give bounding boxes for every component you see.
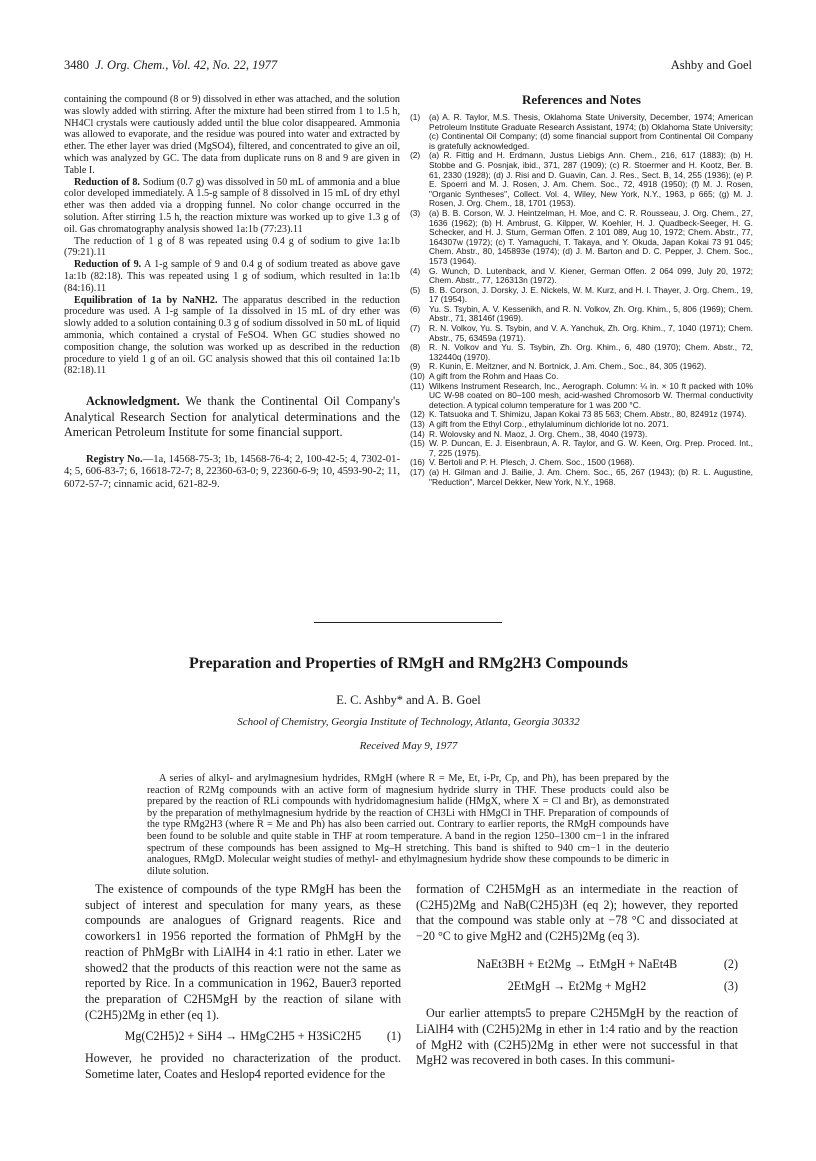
reference-item (410, 468, 753, 487)
acknowledgment (64, 394, 400, 441)
reference-text: (a) H. Gilman and J. Bailie, J. Am. Chem. Soc., 65, 267 (1943); (b) R. L. Augustine, "Reduction", Marcel Dekker, New York, N.Y., 1968. (429, 466, 753, 487)
paragraph (64, 177, 400, 236)
reference-text: K. Tatsuoka and T. Shimizu, Japan Kokai 73 85 563; Chem. Abstr., 80, 82491z (1974). (429, 409, 747, 420)
affiliation: School of Chemistry, Georgia Institute of Technology, Atlanta, Georgia 30332 (237, 716, 580, 728)
reference-number: (2) (410, 150, 421, 161)
run-in-heading: Reduction of 8. (74, 176, 140, 188)
reference-text: (a) A. R. Taylor, M.S. Thesis, Oklahoma State University, December, 1974; American Petroleum Institute Graduate Research Assistant, 1974; (b) Oklahoma State University; (c) Continental Oil Company; (d) some financial support from Continental Oil Company is gratefully acknowledged. (429, 112, 753, 151)
article-title: Preparation and Properties of RMgH and RMg2H3 Compounds (189, 655, 628, 672)
equation-number: (1) (386, 1029, 401, 1044)
equation-1 (85, 1029, 401, 1045)
reference-item (410, 267, 753, 286)
reference-number: (7) (410, 323, 421, 334)
equation-number: (3) (723, 978, 738, 993)
registry-text: —1a, 14568-75-3; 1b, 14568-76-4; 2, 100-42-5; 4, 7302-01-4; 5, 606-83-7; 6, 16618-72-7; 8, 22360-63-0; 9, 22360-6-9; 10, 4593-90-2; 11, 6072-57-7; cinnamic acid, 621-82-9. (64, 453, 400, 490)
equation-text: 2EtMgH → Et2Mg + MgH2 (507, 978, 647, 993)
reference-item (410, 439, 753, 458)
header-authors: Ashby and Goel (670, 58, 752, 72)
reference-item (410, 305, 753, 324)
registry-numbers (64, 454, 400, 492)
run-in-heading: Reduction of 9. (74, 259, 142, 271)
reference-number: (16) (410, 457, 425, 468)
journal-citation: J. Org. Chem., Vol. 42, No. 22, 1977 (95, 58, 278, 72)
reference-item (410, 324, 753, 343)
reference-text: R. N. Volkov and Yu. S. Tsybin, Zh. Org. Khim., 6, 480 (1970); Chem. Abstr., 72, 132440q (1970). (429, 342, 753, 362)
reference-text: Yu. S. Tsybin, A. V. Kessenikh, and R. N. Volkov, Zh. Org. Khim., 5, 806 (1969); Chem. Abstr., 71, 38146f (1969). (429, 303, 753, 324)
reference-number: (3) (410, 207, 421, 218)
paragraph: The existence of compounds of the type RMgH has been the subject of interest and speculation for many years, as these compounds are analogues of Grignard reagents. Rice and coworkers1 in 1956 reported the formation of PhMgH by the reaction of PhMgBr with LiAlH4 in 4:1 ratio in ether. Later we showed2 that the products of this reaction were not the same as reported by Rice. In a communication in 1962, Bauer3 reported the preparation of C2H5MgH by the reaction of silane with (C2H5)2Mg in ether (eq 1). (85, 882, 401, 1022)
reference-text: W. P. Duncan, E. J. Eisenbraun, A. R. Taylor, and G. W. Keen, Org. Prep. Proced. Int., 7, 225 (1975). (429, 438, 753, 458)
ack-heading: Acknowledgment. (86, 394, 180, 409)
paragraph-text: Sodium (0.7 g) was dissolved in 50 mL of ammonia and a blue color developed immediately. A 1.5-g sample of 8 dissolved in 15 mL of dry ethyl ether was then added via a dropping funnel. No color change occurred in the solution. After stirring 1.5 h, the reaction mixture was worked up to give 1.3 g of oil. Gas chromatography analysis showed 1a:1b (77:23).11 (64, 176, 401, 235)
paragraph (64, 259, 400, 294)
reference-item (410, 113, 753, 151)
reference-item (410, 382, 753, 411)
reference-text: R. N. Volkov, Yu. S. Tsybin, and V. A. Yanchuk, Zh. Org. Khim., 7, 1040 (1971); Chem. Abstr., 75, 63459a (1971). (429, 323, 753, 343)
references-section (410, 92, 753, 487)
paragraph (64, 295, 400, 378)
reference-number: (9) (410, 361, 421, 372)
section-divider (314, 622, 502, 623)
reference-number: (14) (410, 428, 425, 439)
references-title: References and Notes (522, 92, 641, 107)
reference-text: (a) R. Fittig and H. Erdmann, Justus Liebigs Ann. Chem., 216, 617 (1883); (b) H. Stobbe and G. Posnjak, ibid., 371, 287 (1909); (c) R. Stoermer and H. Kootz, Ber. B. 61, 2330 (1928); (d) J. Risi and D. Guavin, Can. J. Res., Sect. B, 14, 255 (1936); (e) P. E. Spoerri and M. J. Rosen, J. Am. Chem. Soc., 72, 4918 (1950); (f) M. J. Rosen, "Organic Syntheses", Collect. Vol. 4, Wiley, New York, N.Y., 1963, p 665; (g) M. J. Rosen, J. Org. Chem., 18, 1701 (1953). (429, 150, 753, 209)
reference-text: Wilkens Instrument Research, Inc., Aerograph. Column: ¼ in. × 10 ft packed with 10% UC W-98 coated on 80–100 mesh, acid-washed Chromosorb W. Thermal conductivity detection. A typical column temperature for 1 was 200 °C. (429, 380, 753, 410)
registry-heading: Registry No. (86, 453, 143, 465)
body-right-column (416, 882, 738, 1069)
reference-number: (15) (410, 438, 425, 449)
reference-text: (a) B. B. Corson, W. J. Heintzelman, H. Moe, and C. R. Rousseau, J. Org. Chem., 27, 1636 (1962); (b) H. Ambrust, G. Kilpper, W. Koehler, H. J. Quadbeck-Seeger, H. G. Schecker, and H. J. Sturn, German Offen. 2 101 089, Aug 10, 1972; Chem. Abstr., 77, 164307w (1972); (c) T. Yamaguchi, T. Takaya, and Y. Okuda, Japan Kokai 73 91 045; Chem. Abstr., 80, 145893e (1974); (d) J. M. Barton and D. C. Pepper, J. Chem. Soc., 1573 (1964). (429, 207, 753, 266)
paragraph: Our earlier attempts5 to prepare C2H5MgH by the reaction of LiAlH4 with (C2H5)2Mg in ether in 1:4 ratio and by the reaction of MgH2 with (C2H5)2Mg in ether were not successful in that MgH2 was recovered in both cases. In this communi- (416, 1006, 738, 1068)
reference-number: (12) (410, 409, 425, 420)
reference-number: (13) (410, 419, 425, 429)
reference-number: (17) (410, 466, 425, 477)
reference-number: (1) (410, 112, 421, 122)
article-authors: E. C. Ashby* and A. B. Goel (336, 693, 481, 707)
reference-text: R. Kunin, E. Meitzner, and N. Bortnick, J. Am. Chem., Soc., 84, 305 (1962). (429, 361, 707, 372)
reference-item (410, 209, 753, 267)
paragraph: The reduction of 1 g of 8 was repeated using 0.4 g of sodium to give 1a:1b (79:21).11 (64, 235, 400, 259)
reference-number: (8) (410, 342, 421, 353)
paragraph: However, he provided no characterization of the product. Sometime later, Coates and Heslop4 reported evidence for the (85, 1051, 401, 1081)
paragraph-text: The apparatus described in the reduction procedure was used. A 1-g sample of 1a dissolved in 15 mL of dry ether was slowly added to a solution containing 0.3 g of sodium dissolved in 50 mL of liquid ammonia, which contained a crystal of FeSO4. When GC studies showed no composition change, the solution was worked up as described in the reduction procedure to yield 1 g of an oil. GC analysis showed that this oil contained 1a:1b (82:18).11 (64, 294, 400, 377)
equation-text: Mg(C2H5)2 + SiH4 → HMgC2H5 + H3SiC2H5 (124, 1029, 362, 1044)
reference-text: G. Wunch, D. Lutenback, and V. Kiener, German Offen. 2 064 099, July 20, 1972; Chem. Abstr., 77, 126313n (1972). (429, 265, 753, 286)
equation-text: NaEt3BH + Et2Mg → EtMgH + NaEt4B (476, 956, 678, 971)
reference-number: (5) (410, 284, 421, 295)
reference-number: (6) (410, 303, 421, 314)
reference-item (410, 151, 753, 209)
equation-number: (2) (723, 956, 738, 971)
ack-text: We thank the Continental Oil Company's Analytical Research Section for analytical determinations and the American Petroleum Institute for some financial support. (64, 394, 400, 440)
header-left (64, 58, 277, 73)
reference-text: V. Bertoli and P. H. Plesch, J. Chem. Soc., 1500 (1968). (429, 457, 635, 468)
reference-item (410, 286, 753, 305)
received-date: Received May 9, 1977 (359, 740, 458, 752)
reference-text: B. B. Corson, J. Dorsky, J. E. Nickels, W. M. Kurz, and H. I. Thayer, J. Org. Chem., 19, 17 (1954). (429, 284, 753, 305)
page-number: 3480 (64, 58, 89, 72)
left-column (64, 94, 400, 491)
equation-3 (416, 979, 738, 995)
paragraph-text: A 1-g sample of 9 and 0.4 g of sodium treated as above gave 1a:1b (82:18). This was repeated using 1 g of sodium, which resulted in 1a:1b (84:16).11 (64, 259, 401, 294)
paragraph: formation of C2H5MgH as an intermediate in the reaction of (C2H5)2Mg and NaB(C2H5)3H (eq 2); however, they reported that the compound was stable only at −78 °C and dissociated at −20 °C to give MgH2 and (C2H5)2Mg (eq 3). (416, 882, 738, 944)
abstract: A series of alkyl- and arylmagnesium hydrides, RMgH (where R = Me, Et, i-Pr, Cp, and Ph), has been prepared by the reaction of R2Mg compounds with an active form of magnesium hydride slurry in THF. These products could also be prepared by the reaction of RLi compounds with hydridomagnesium halide (HMgX, where X = Cl and Br), as demonstrated by the preparation of methylmagnesium hydride by the reaction of CH3Li with HMgCl in THF. Preparation of compounds of the type RMg2H3 (where R = Me and Ph) has also been carried out. Contrary to earlier reports, the RMgH compounds have been found to be soluble and quite stable in THF at room temperature. A band in the region 1250–1300 cm−1 in the infrared spectrum of these compounds has been assigned to Mg–H stretching. This band is shifted to 940 cm−1 in the deuterio analogues, RMgD. Molecular weight studies of methyl- and ethylmagnesium hydride show these compounds to be dimeric in dilute solution. (147, 773, 669, 877)
equation-2 (416, 957, 738, 973)
run-in-heading: Equilibration of 1a by NaNH2. (74, 294, 218, 306)
reference-list (410, 113, 753, 487)
reference-text: A gift from the Ethyl Corp., ethylaluminum dichloride lot no. 2071. (429, 419, 669, 429)
reference-number: (10) (410, 371, 425, 382)
reference-number: (11) (410, 380, 425, 391)
paragraph: containing the compound (8 or 9) dissolved in ether was attached, and the solution was slowly added with stirring. After the mixture had been stirred from 1 to 1.5 h, NH4Cl crystals were cautiously added until the blue color disappeared. Ammonia was allowed to evaporate, and the residue was poured into water and extracted by ether. The ether layer was dried (MgSO4), filtered, and concentrated to give an oil, which was analyzed by GC. The data from duplicate runs on 8 and 9 are given in Table I. (64, 94, 400, 176)
reference-item (410, 343, 753, 362)
running-header (64, 58, 752, 76)
reference-text: R. Wolovsky and N. Maoz, J. Org. Chem., 38, 4040 (1973). (429, 428, 648, 439)
reference-number: (4) (410, 265, 421, 276)
body-left-column (85, 882, 401, 1082)
reference-text: A gift from the Rohm and Haas Co. (429, 371, 559, 382)
